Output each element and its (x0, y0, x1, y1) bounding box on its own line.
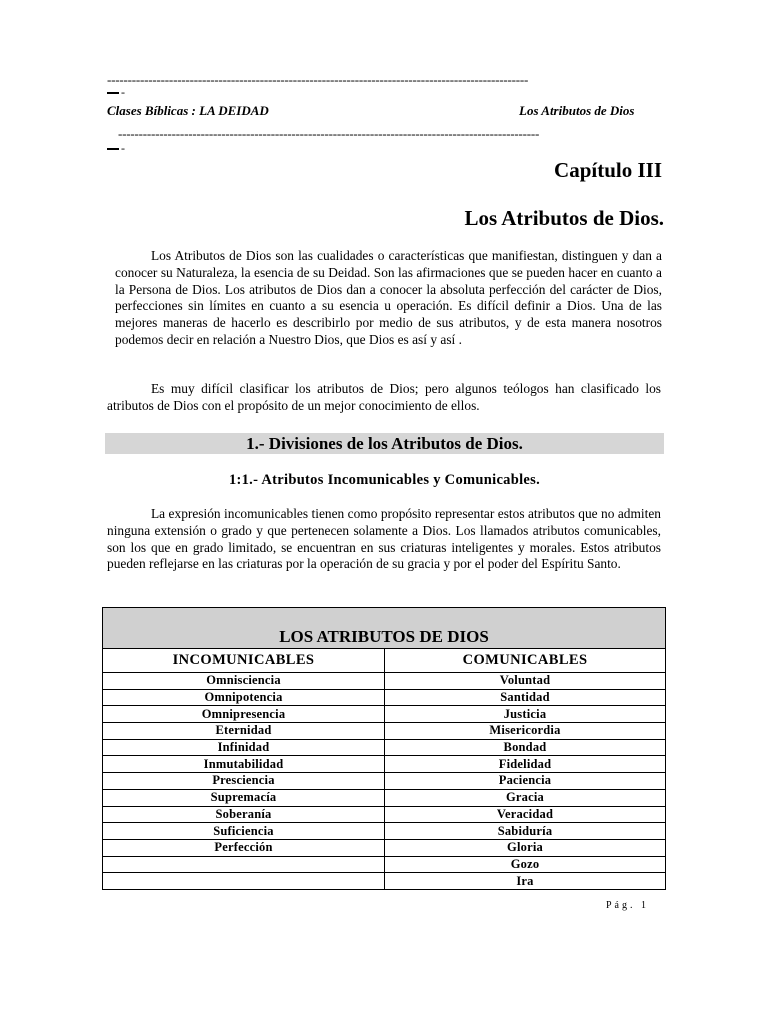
column-header-communicable: COMUNICABLES (385, 649, 666, 673)
table-row (103, 873, 666, 890)
cell-communicable: Justicia (385, 706, 666, 723)
cell-incommunicable: Supremacía (103, 789, 385, 806)
cell-communicable: Voluntad (385, 673, 666, 690)
cell-incommunicable: Inmutabilidad (103, 756, 385, 773)
header-dash-line-top: ------------------------------------------------------------------------------------------------------ (107, 72, 529, 87)
paragraph-incommunicable: La expresión incomunicables tienen como propósito representar estos atributos que no admiten ninguna extensión o grado y que pertenecen solamente a Dios. Los llamados atributos comunicables, son los que en grado limitado, se encuentran en sus criaturas inteligentes y morales. Estos atributos pueden reflejarse en las criaturas por la operación de su gracia y por el poder del Espíritu Santo. (107, 506, 661, 572)
cell-communicable: Bondad (385, 739, 666, 756)
cell-incommunicable: Soberanía (103, 806, 385, 823)
header-right: Los Atributos de Dios (519, 103, 635, 118)
table-row (103, 689, 666, 706)
cell-communicable: Gracia (385, 789, 666, 806)
header-dash-mark-top: - (107, 85, 125, 100)
table-body (103, 673, 666, 890)
cell-communicable: Misericordia (385, 723, 666, 740)
section-heading: 1.- Divisiones de los Atributos de Dios. (105, 433, 664, 454)
column-header-incommunicable: INCOMUNICABLES (103, 649, 385, 673)
cell-communicable: Paciencia (385, 773, 666, 790)
cell-incommunicable: Eternidad (103, 723, 385, 740)
table-row (103, 756, 666, 773)
cell-incommunicable: Perfección (103, 839, 385, 856)
cell-incommunicable: Omnipotencia (103, 689, 385, 706)
table-row (103, 823, 666, 840)
header-left: Clases Bíblicas : LA DEIDAD (107, 103, 269, 118)
chapter-heading: Capítulo III (554, 158, 662, 182)
header-dash-mark-bottom: - (107, 141, 125, 156)
cell-incommunicable: Suficiencia (103, 823, 385, 840)
cell-communicable: Gloria (385, 839, 666, 856)
table-row (103, 673, 666, 690)
table-row (103, 856, 666, 873)
cell-incommunicable: Infinidad (103, 739, 385, 756)
cell-communicable: Veracidad (385, 806, 666, 823)
table-row (103, 839, 666, 856)
paragraph-intro: Los Atributos de Dios son las cualidades o características que manifiestan, distinguen y dan a conocer su Naturaleza, la esencia de su Deidad. Son las afirmaciones que se pueden hacer en cuanto a la Persona de Dios. Los atributos de Dios dan a conocer la absoluta perfección del carácter de Dios, perfecciones sin límites en cuanto a su esencia u operación. Es difícil definir a Dios. Una de las mejores maneras de hacerlo es describirlo por medio de sus atributos, y de esta manera nosotros podemos decir en relación a Nuestro Dios, que Dios es así y así . (115, 248, 662, 347)
table-row (103, 723, 666, 740)
cell-communicable: Sabiduría (385, 823, 666, 840)
table-row (103, 739, 666, 756)
table-caption: LOS ATRIBUTOS DE DIOS (103, 608, 666, 649)
cell-communicable: Gozo (385, 856, 666, 873)
table-row (103, 789, 666, 806)
table-row (103, 806, 666, 823)
paragraph-classification: Es muy difícil clasificar los atributos de Dios; pero algunos teólogos han clasificado los atributos de Dios con el propósito de un mejor conocimiento de ellos. (107, 381, 661, 413)
page-number: Pág. 1 (606, 900, 649, 911)
page-title: Los Atributos de Dios. (464, 206, 664, 230)
cell-communicable: Santidad (385, 689, 666, 706)
table-row (103, 773, 666, 790)
cell-incommunicable: Presciencia (103, 773, 385, 790)
cell-incommunicable (103, 873, 385, 890)
cell-communicable: Ira (385, 873, 666, 890)
table-row (103, 706, 666, 723)
attributes-table (102, 607, 666, 890)
header-dash-line-bottom: ------------------------------------------------------------------------------------------------------ (118, 126, 540, 141)
subsection-heading: 1:1.- Atributos Incomunicables y Comunicables. (228, 472, 541, 488)
cell-incommunicable: Omnipresencia (103, 706, 385, 723)
cell-incommunicable (103, 856, 385, 873)
cell-incommunicable: Omnisciencia (103, 673, 385, 690)
cell-communicable: Fidelidad (385, 756, 666, 773)
